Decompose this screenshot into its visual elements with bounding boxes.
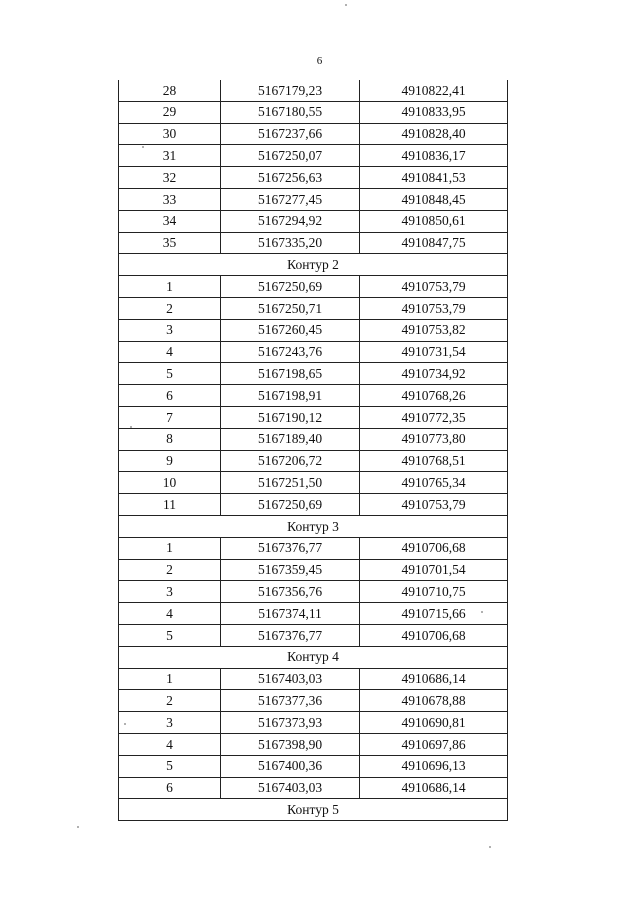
point-number-cell: 31 [119,145,221,167]
point-number-cell: 1 [119,668,221,690]
table-row [119,101,508,123]
table-row [119,297,508,319]
table-row [119,690,508,712]
y-coordinate-cell: 4910686,14 [360,668,508,690]
x-coordinate-cell: 5167359,45 [221,559,360,581]
y-coordinate-cell: 4910772,35 [360,406,508,428]
point-number-cell: 8 [119,428,221,450]
table-row [119,472,508,494]
x-coordinate-cell: 5167356,76 [221,581,360,603]
table-row [119,668,508,690]
point-number-cell: 29 [119,101,221,123]
point-number-cell: 4 [119,341,221,363]
contour-header-row [119,799,508,821]
x-coordinate-cell: 5167243,76 [221,341,360,363]
table-row [119,123,508,145]
table-row [119,276,508,298]
x-coordinate-cell: 5167237,66 [221,123,360,145]
y-coordinate-cell: 4910833,95 [360,101,508,123]
table-row [119,559,508,581]
table-row [119,712,508,734]
y-coordinate-cell: 4910734,92 [360,363,508,385]
table-row [119,755,508,777]
table-row [119,624,508,646]
point-number-cell: 6 [119,385,221,407]
point-number-cell: 30 [119,123,221,145]
point-number-cell: 4 [119,733,221,755]
x-coordinate-cell: 5167398,90 [221,733,360,755]
table-row [119,603,508,625]
contour-header-row [119,254,508,276]
x-coordinate-cell: 5167376,77 [221,624,360,646]
x-coordinate-cell: 5167198,65 [221,363,360,385]
contour-header-row [119,515,508,537]
y-coordinate-cell: 4910701,54 [360,559,508,581]
x-coordinate-cell: 5167377,36 [221,690,360,712]
scan-speck [489,846,491,848]
y-coordinate-cell: 4910822,41 [360,80,508,101]
x-coordinate-cell: 5167373,93 [221,712,360,734]
point-number-cell: 2 [119,297,221,319]
x-coordinate-cell: 5167260,45 [221,319,360,341]
x-coordinate-cell: 5167250,71 [221,297,360,319]
scan-speck [481,611,483,613]
table-row [119,80,508,101]
scan-speck [345,4,347,6]
y-coordinate-cell: 4910696,13 [360,755,508,777]
x-coordinate-cell: 5167277,45 [221,188,360,210]
table-row [119,188,508,210]
point-number-cell: 11 [119,494,221,516]
y-coordinate-cell: 4910848,45 [360,188,508,210]
x-coordinate-cell: 5167250,07 [221,145,360,167]
point-number-cell: 1 [119,537,221,559]
x-coordinate-cell: 5167335,20 [221,232,360,254]
point-number-cell: 5 [119,755,221,777]
point-number-cell: 32 [119,167,221,189]
point-number-cell: 2 [119,690,221,712]
point-number-cell: 3 [119,712,221,734]
point-number-cell: 7 [119,406,221,428]
table-row [119,363,508,385]
x-coordinate-cell: 5167198,91 [221,385,360,407]
point-number-cell: 9 [119,450,221,472]
point-number-cell: 5 [119,624,221,646]
point-number-cell: 35 [119,232,221,254]
table-row [119,210,508,232]
table-row [119,733,508,755]
table-row [119,319,508,341]
coordinates-table [118,80,508,821]
y-coordinate-cell: 4910768,51 [360,450,508,472]
y-coordinate-cell: 4910678,88 [360,690,508,712]
y-coordinate-cell: 4910841,53 [360,167,508,189]
y-coordinate-cell: 4910847,75 [360,232,508,254]
x-coordinate-cell: 5167180,55 [221,101,360,123]
contour-label: Контур 3 [119,515,508,537]
x-coordinate-cell: 5167179,23 [221,80,360,101]
point-number-cell: 34 [119,210,221,232]
point-number-cell: 1 [119,276,221,298]
coordinates-table-body [119,80,508,821]
scan-speck [130,426,132,428]
y-coordinate-cell: 4910706,68 [360,624,508,646]
x-coordinate-cell: 5167376,77 [221,537,360,559]
x-coordinate-cell: 5167400,36 [221,755,360,777]
contour-label: Контур 4 [119,646,508,668]
x-coordinate-cell: 5167256,63 [221,167,360,189]
scan-speck [142,146,144,148]
x-coordinate-cell: 5167189,40 [221,428,360,450]
y-coordinate-cell: 4910690,81 [360,712,508,734]
x-coordinate-cell: 5167250,69 [221,494,360,516]
y-coordinate-cell: 4910836,17 [360,145,508,167]
table-row [119,428,508,450]
y-coordinate-cell: 4910753,79 [360,276,508,298]
y-coordinate-cell: 4910686,14 [360,777,508,799]
page-number: 6 [316,55,323,67]
contour-header-row [119,646,508,668]
point-number-cell: 2 [119,559,221,581]
y-coordinate-cell: 4910753,79 [360,297,508,319]
y-coordinate-cell: 4910731,54 [360,341,508,363]
contour-label: Контур 2 [119,254,508,276]
y-coordinate-cell: 4910697,86 [360,733,508,755]
table-row [119,385,508,407]
y-coordinate-cell: 4910715,66 [360,603,508,625]
x-coordinate-cell: 5167294,92 [221,210,360,232]
x-coordinate-cell: 5167206,72 [221,450,360,472]
scan-speck [77,826,79,828]
point-number-cell: 28 [119,80,221,101]
x-coordinate-cell: 5167250,69 [221,276,360,298]
x-coordinate-cell: 5167190,12 [221,406,360,428]
y-coordinate-cell: 4910850,61 [360,210,508,232]
table-row [119,145,508,167]
point-number-cell: 4 [119,603,221,625]
table-row [119,581,508,603]
scan-speck [124,723,126,725]
table-row [119,406,508,428]
table-row [119,494,508,516]
table-row [119,167,508,189]
point-number-cell: 6 [119,777,221,799]
x-coordinate-cell: 5167403,03 [221,668,360,690]
point-number-cell: 3 [119,319,221,341]
table-row [119,450,508,472]
contour-label: Контур 5 [119,799,508,821]
y-coordinate-cell: 4910828,40 [360,123,508,145]
y-coordinate-cell: 4910753,79 [360,494,508,516]
y-coordinate-cell: 4910706,68 [360,537,508,559]
x-coordinate-cell: 5167251,50 [221,472,360,494]
y-coordinate-cell: 4910710,75 [360,581,508,603]
point-number-cell: 5 [119,363,221,385]
point-number-cell: 33 [119,188,221,210]
x-coordinate-cell: 5167403,03 [221,777,360,799]
x-coordinate-cell: 5167374,11 [221,603,360,625]
point-number-cell: 3 [119,581,221,603]
point-number-cell: 10 [119,472,221,494]
table-row [119,341,508,363]
y-coordinate-cell: 4910753,82 [360,319,508,341]
table-row [119,537,508,559]
table-row [119,777,508,799]
y-coordinate-cell: 4910768,26 [360,385,508,407]
y-coordinate-cell: 4910773,80 [360,428,508,450]
table-row [119,232,508,254]
y-coordinate-cell: 4910765,34 [360,472,508,494]
